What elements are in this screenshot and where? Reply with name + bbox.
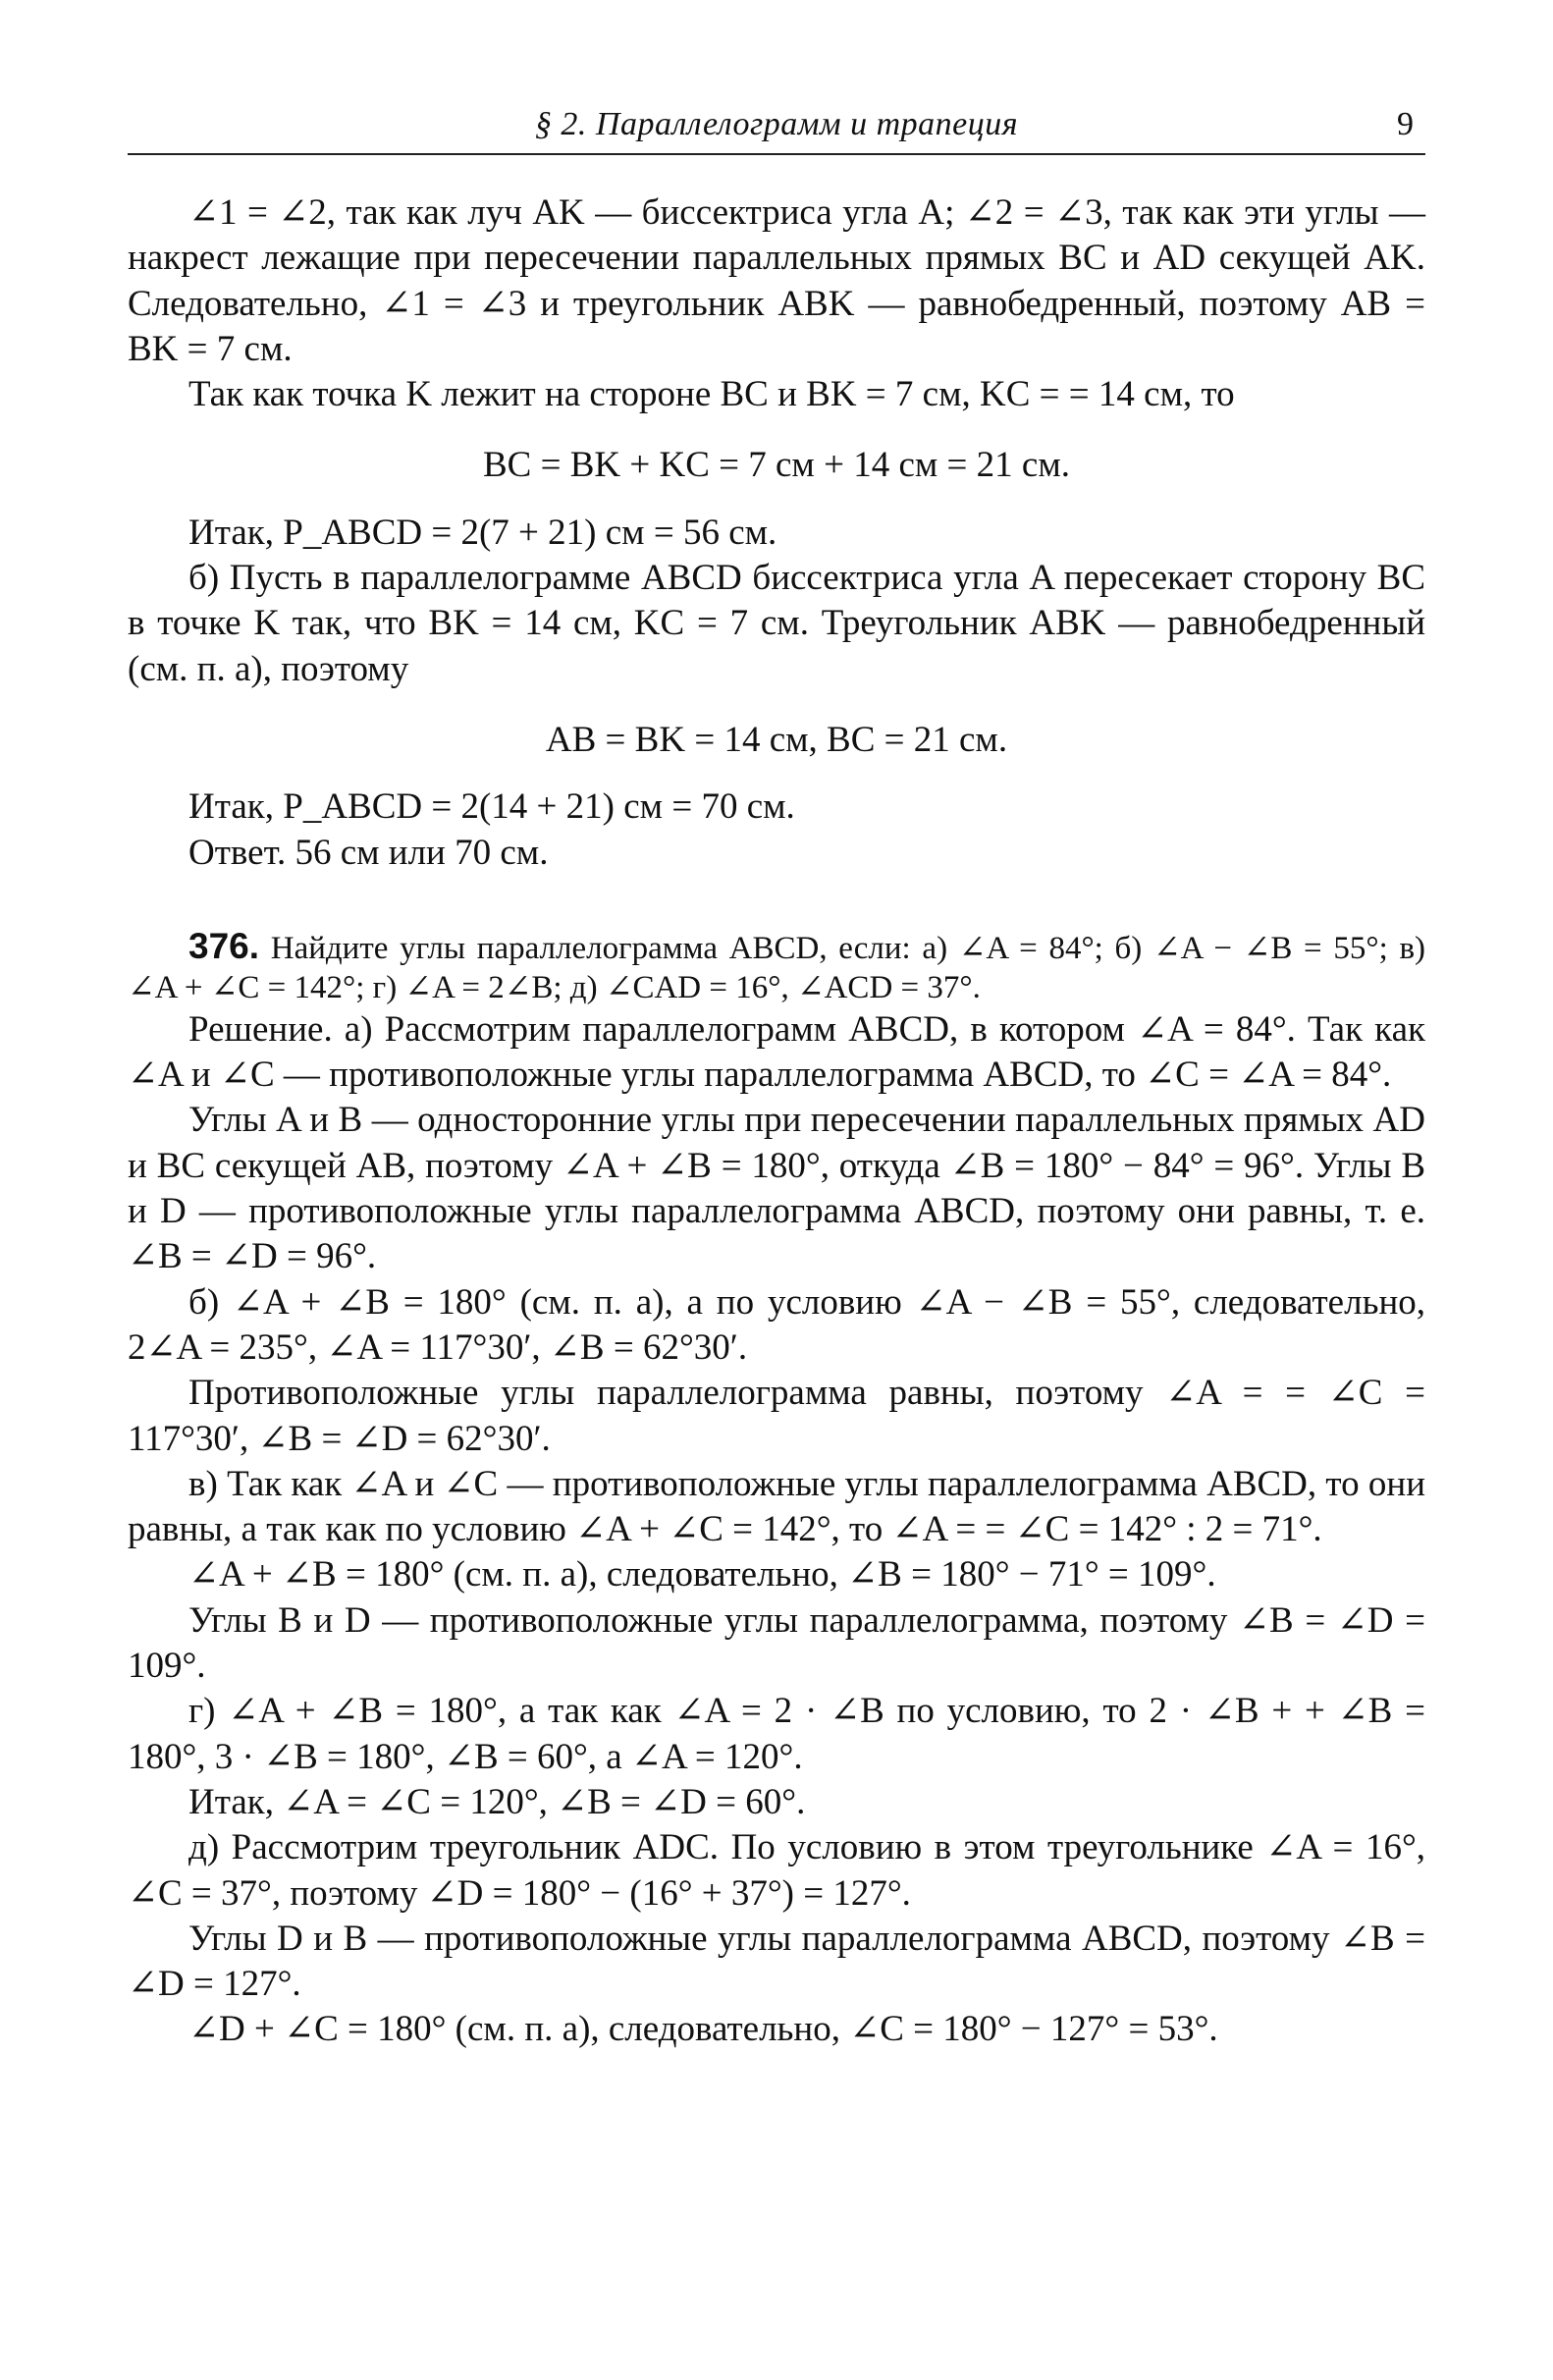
display-formula: AB = BK = 14 см, BC = 21 см. [545, 719, 1008, 760]
display-formula: BC = BK + KC = 7 см + 14 см = 21 см. [483, 445, 1070, 486]
solution-paragraph: Углы D и B — противоположные углы параллелограмма ABCD, поэтому ∠B = ∠D = 127°. [128, 1918, 1425, 2005]
problem-statement [128, 927, 1425, 1007]
section-title: § 2. Параллелограмм и трапеция [534, 106, 1019, 142]
solution-paragraph: ∠D + ∠C = 180° (см. п. а), следовательно, ∠C = 180° − 127° = 53°. [188, 2009, 1218, 2050]
solution-paragraph: д) Рассмотрим треугольник ADC. По условию в этом треугольнике ∠A = 16°, ∠C = 37°, поэтому ∠D = 180° − (16° + 37°) = 127°. [128, 1827, 1425, 1914]
page-body [128, 190, 1425, 2053]
paragraph: Итак, P_ABCD = 2(14 + 21) см = 70 см. [188, 786, 795, 828]
answer-line: Ответ. 56 см или 70 см. [188, 832, 549, 873]
problem-text: Найдите углы параллелограмма ABCD, если: а) ∠A = 84°; б) ∠A − ∠B = 55°; в) ∠A + ∠C = 142°; г) ∠A = 2∠B; д) ∠CAD = 16°, ∠ACD = 37°. [128, 930, 1426, 1005]
page-number: 9 [1397, 106, 1414, 142]
solution-paragraph: Итак, ∠A = ∠C = 120°, ∠B = ∠D = 60°. [188, 1781, 806, 1822]
solution-paragraph: в) Так как ∠A и ∠C — противоположные углы параллелограмма ABCD, то они равны, а так как по условию ∠A + ∠C = 142°, то ∠A = = ∠C = 142° : 2 = 71°. [128, 1463, 1425, 1550]
paragraph: Так как точка K лежит на стороне BC и BK = 7 см, KC = = 14 см, то [188, 374, 1235, 415]
solution-paragraph: Противоположные углы параллелограмма равны, поэтому ∠A = = ∠C = 117°30′, ∠B = ∠D = 62°30′. [128, 1373, 1425, 1459]
solution-paragraph: ∠A + ∠B = 180° (см. п. а), следовательно, ∠B = 180° − 71° = 109°. [188, 1554, 1216, 1596]
solution-paragraph: г) ∠A + ∠B = 180°, а так как ∠A = 2 · ∠B по условию, то 2 · ∠B + + ∠B = 180°, 3 · ∠B = 180°, ∠B = 60°, а ∠A = 120°. [128, 1691, 1425, 1777]
solution-paragraph: Углы A и B — односторонние углы при пересечении параллельных прямых AD и BC секущей AB, поэтому ∠A + ∠B = 180°, откуда ∠B = 180° − 84° = 96°. Углы B и D — противоположные углы параллелограмма ABCD, поэтому они равны, т. е. ∠B = ∠D = 96°. [128, 1100, 1425, 1277]
running-header [128, 98, 1425, 155]
book-page [128, 98, 1425, 2053]
solution-paragraph: Углы B и D — противоположные углы параллелограмма, поэтому ∠B = ∠D = 109°. [128, 1599, 1425, 1687]
paragraph: б) Пусть в параллелограмме ABCD биссектриса угла A пересекает сторону BC в точке K так, что BK = 14 см, KC = 7 см. Треугольник ABK — равнобедренный (см. п. а), поэтому [128, 558, 1425, 689]
problem-number: 376. [188, 925, 260, 966]
solution-paragraph: Решение. а) Рассмотрим параллелограмм ABCD, в котором ∠A = 84°. Так как ∠A и ∠C — противоположные углы параллелограмма ABCD, то ∠C = ∠A = 84°. [128, 1008, 1425, 1096]
paragraph: ∠1 = ∠2, так как луч AK — биссектриса угла A; ∠2 = ∠3, так как эти углы — накрест лежащие при пересечении параллельных прямых BC и AD секущей AK. Следовательно, ∠1 = ∠3 и треугольник ABK — равнобедренный, поэтому AB = BK = 7 см. [128, 192, 1425, 369]
solution-paragraph: б) ∠A + ∠B = 180° (см. п. а), а по условию ∠A − ∠B = 55°, следовательно, 2∠A = 235°, ∠A = 117°30′, ∠B = 62°30′. [128, 1281, 1425, 1368]
paragraph: Итак, P_ABCD = 2(7 + 21) см = 56 см. [188, 512, 777, 553]
